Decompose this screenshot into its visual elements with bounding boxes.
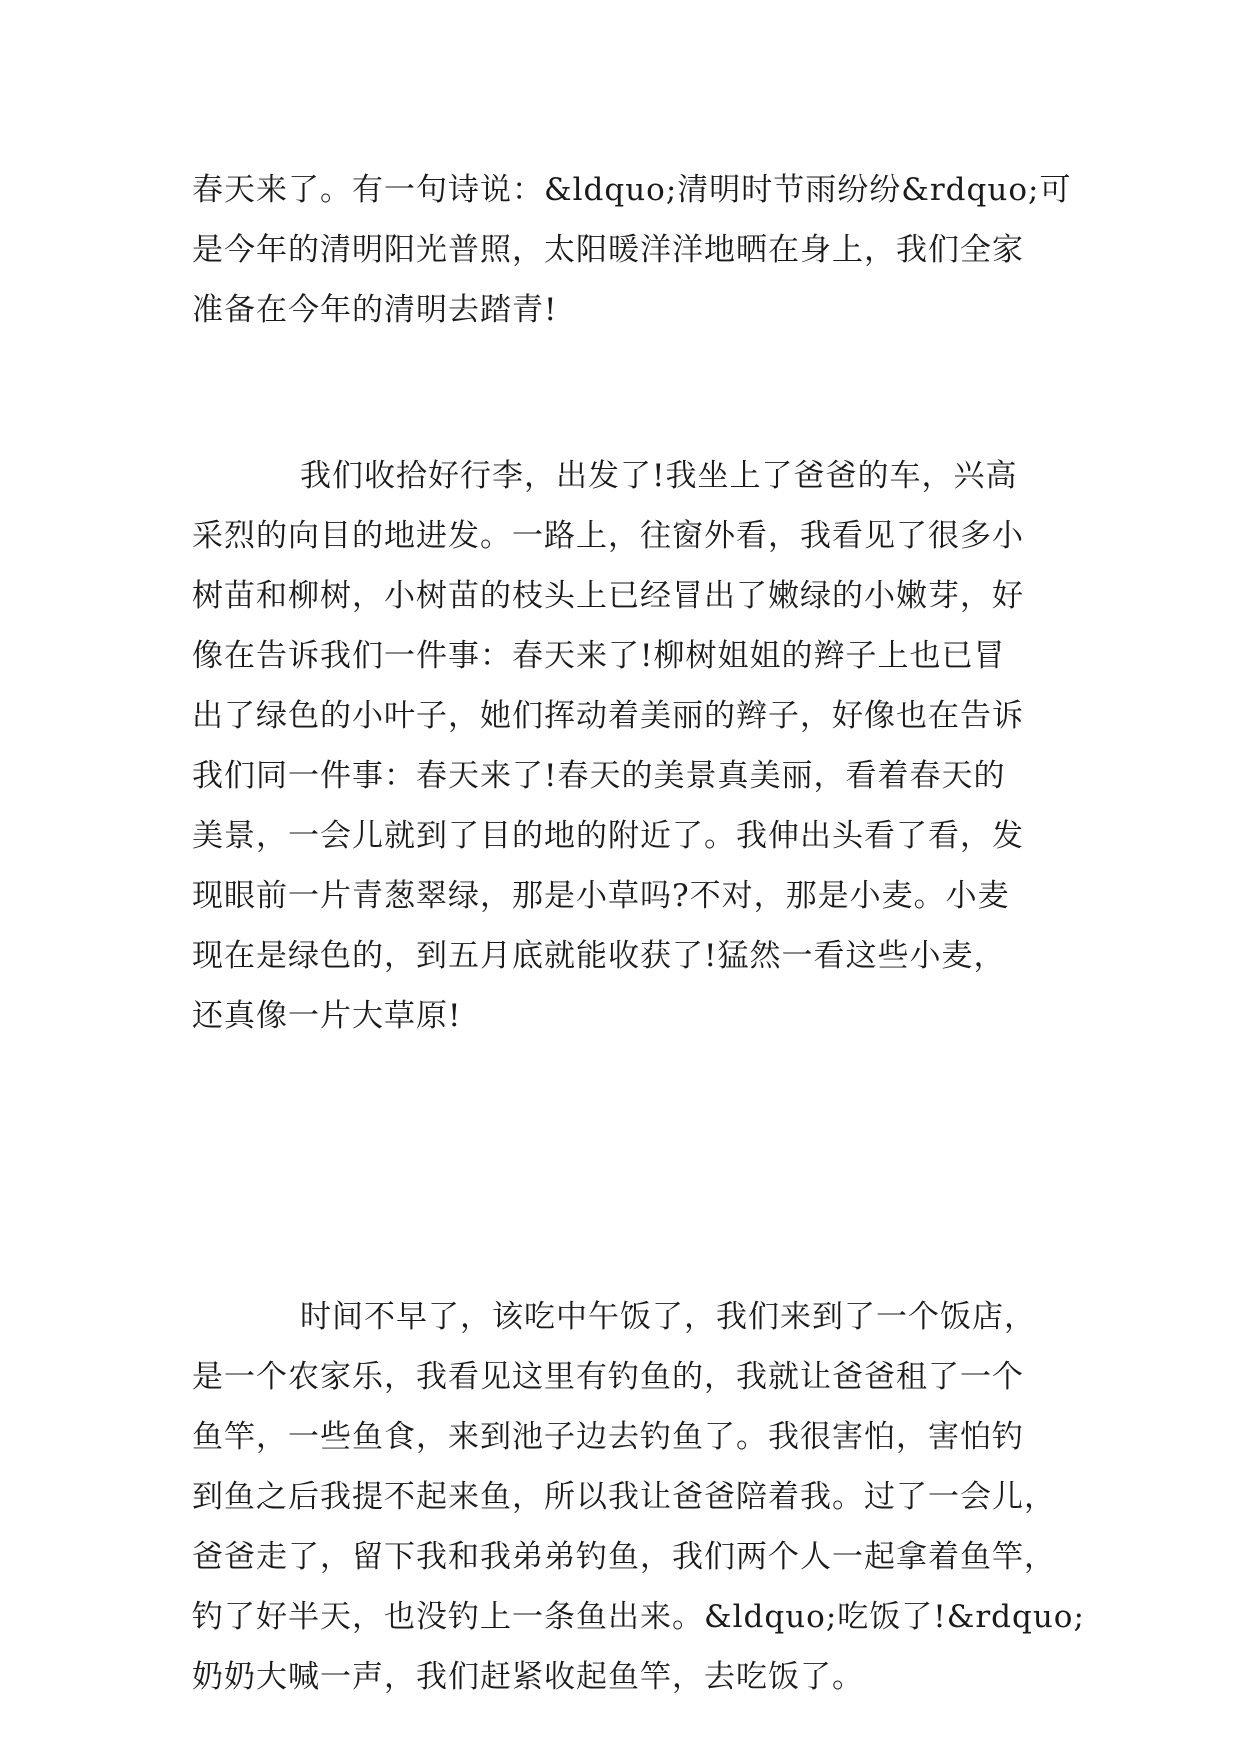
text-line: 现在是绿色的，到五月底就能收获了!猛然一看这些小麦， bbox=[192, 938, 1006, 974]
text-line: 鱼竿，一些鱼食，来到池子边去钓鱼了。我很害怕，害怕钓 bbox=[192, 1419, 1024, 1455]
text-line: 钓了好半天，也没钓上一条鱼出来。&ldquo;吃饭了!&rdquo; bbox=[192, 1599, 1085, 1635]
paragraph-3 bbox=[192, 1287, 1085, 1707]
text-line: 美景，一会儿就到了目的地的附近了。我伸出头看了看，发 bbox=[192, 818, 1024, 854]
text-line: 爸爸走了，留下我和我弟弟钓鱼，我们两个人一起拿着鱼竿， bbox=[192, 1539, 1056, 1575]
text-line: 采烈的向目的地进发。一路上，往窗外看，我看见了很多小 bbox=[192, 518, 1024, 554]
text-line: 像在告诉我们一件事：春天来了!柳树姐姐的辫子上也已冒 bbox=[192, 638, 1006, 674]
text-line: 是一个农家乐，我看见这里有钓鱼的，我就让爸爸租了一个 bbox=[192, 1359, 1024, 1395]
text-line: 我们收拾好行李，出发了!我坐上了爸爸的车，兴高 bbox=[300, 458, 1018, 494]
text-line: 还真像一片大草原! bbox=[192, 998, 462, 1034]
text-line: 是今年的清明阳光普照，太阳暖洋洋地晒在身上，我们全家 bbox=[192, 232, 1024, 268]
paragraph-2 bbox=[192, 446, 1072, 1046]
text-line: 准备在今年的清明去踏青! bbox=[192, 292, 558, 328]
text-line: 奶奶大喊一声，我们赶紧收起鱼竿，去吃饭了。 bbox=[192, 1659, 864, 1695]
text-line: 树苗和柳树，小树苗的枝头上已经冒出了嫩绿的小嫩芽，好 bbox=[192, 578, 1024, 614]
paragraph-1 bbox=[192, 160, 1072, 340]
text-line: 时间不早了，该吃中午饭了，我们来到了一个饭店， bbox=[300, 1299, 1036, 1335]
text-line: 春天来了。有一句诗说：&ldquo;清明时节雨纷纷&rdquo;可 bbox=[192, 172, 1072, 208]
text-line: 我们同一件事：春天来了!春天的美景真美丽，看着春天的 bbox=[192, 758, 1006, 794]
text-line: 现眼前一片青葱翠绿，那是小草吗?不对，那是小麦。小麦 bbox=[192, 878, 1010, 914]
text-line: 出了绿色的小叶子，她们挥动着美丽的辫子，好像也在告诉 bbox=[192, 698, 1024, 734]
text-line: 到鱼之后我提不起来鱼，所以我让爸爸陪着我。过了一会儿， bbox=[192, 1479, 1056, 1515]
